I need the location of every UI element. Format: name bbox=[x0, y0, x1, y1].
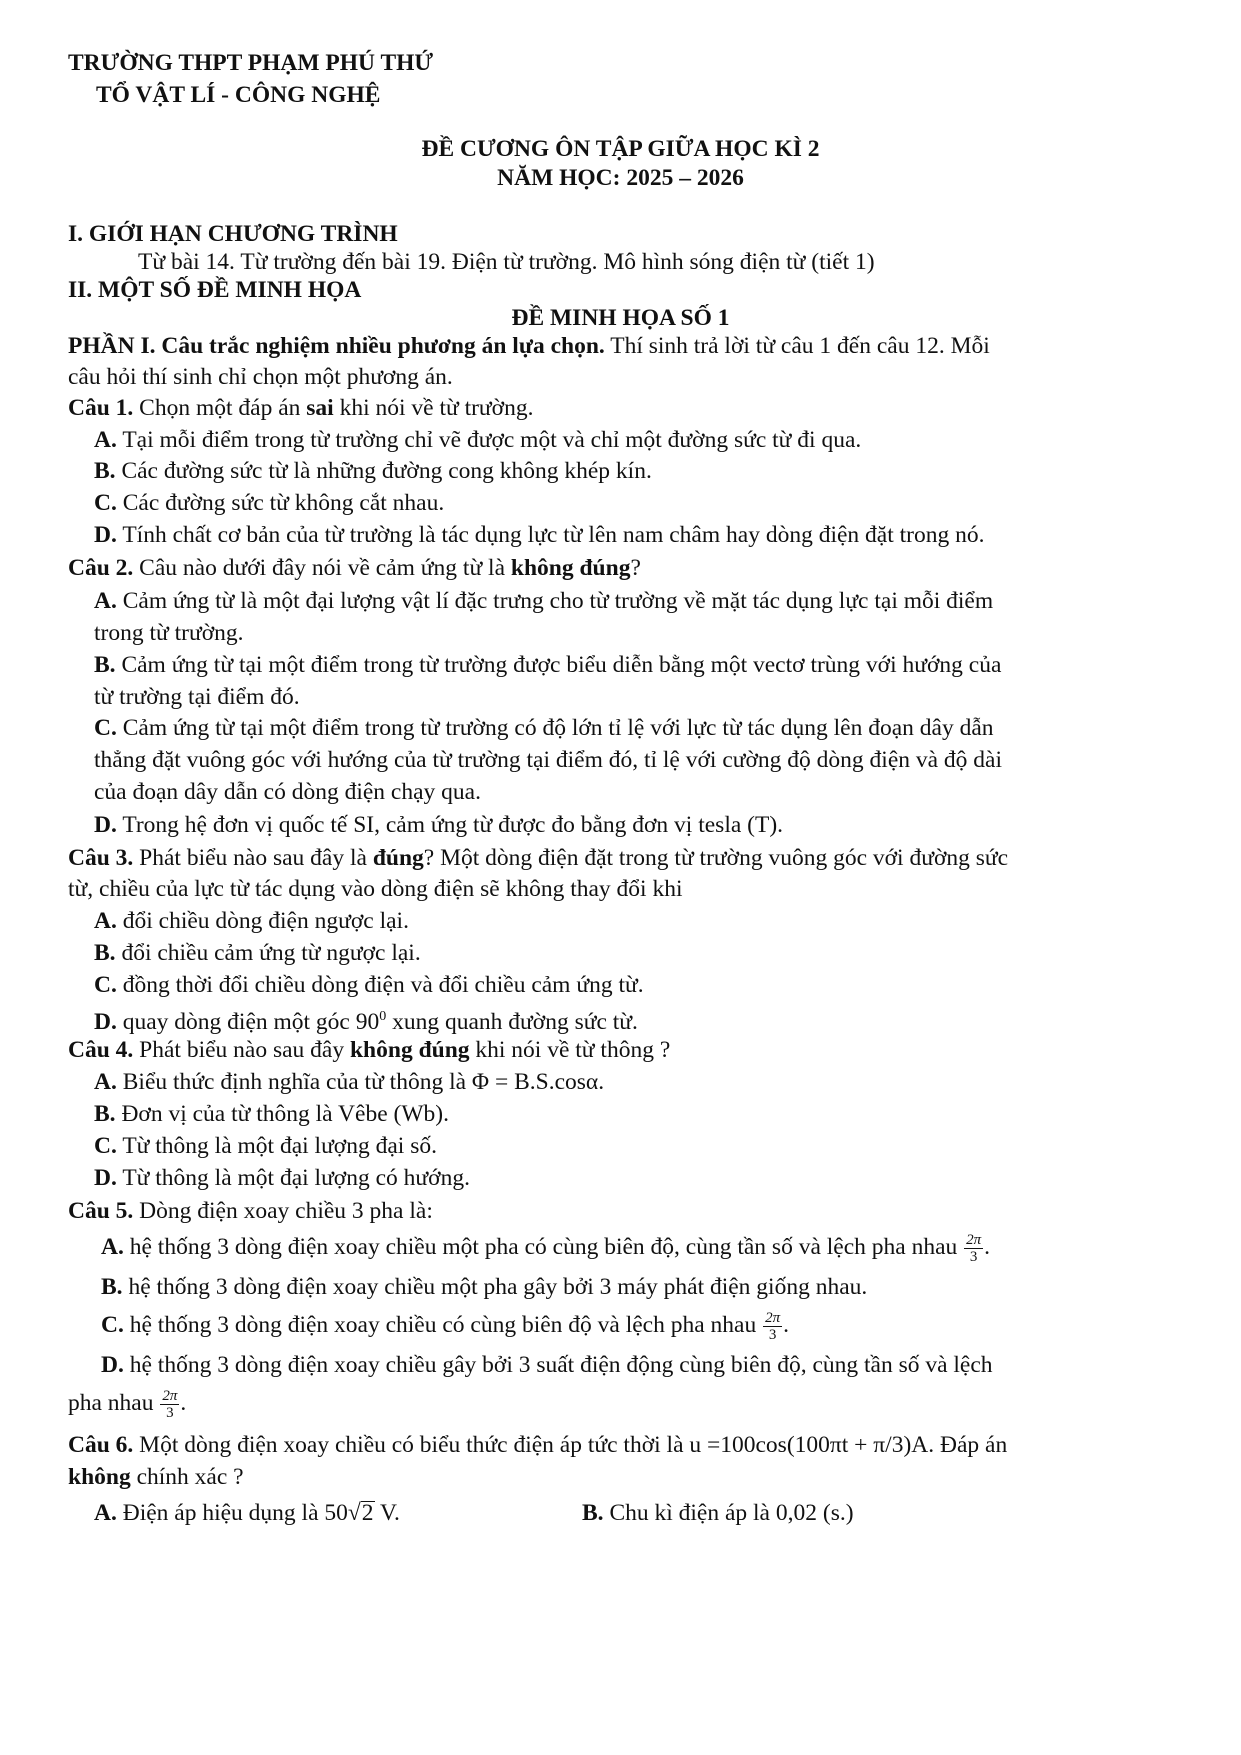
q2-option-c-cont2: của đoạn dây dẫn có dòng điện chạy qua. bbox=[94, 779, 481, 805]
question-6 bbox=[68, 1430, 1007, 1460]
section1-heading: I. GIỚI HẠN CHƯƠNG TRÌNH bbox=[68, 221, 398, 247]
option-text: Các đường sức từ là những đường cong không khép kín. bbox=[121, 458, 652, 484]
fraction-numerator: 2π bbox=[162, 1388, 178, 1405]
option-text: Đơn vị của từ thông là Vêbe (Wb). bbox=[121, 1101, 449, 1127]
q1-option-d bbox=[94, 520, 984, 550]
option-text: xung quanh đường sức từ. bbox=[386, 1008, 638, 1035]
option-label: C. bbox=[94, 490, 117, 516]
option-text: Các đường sức từ không cắt nhau. bbox=[122, 490, 445, 516]
question-3-cont: từ, chiều của lực từ tác dụng vào dòng điện sẽ không thay đổi khi bbox=[68, 876, 683, 902]
option-text: đồng thời đổi chiều dòng điện và đổi chiều cảm ứng từ. bbox=[122, 972, 644, 998]
q2-option-d bbox=[94, 810, 783, 840]
option-text: V. bbox=[374, 1500, 400, 1526]
option-label: A. bbox=[94, 1500, 117, 1526]
q2-option-b-cont: từ trường tại điểm đó. bbox=[94, 684, 300, 710]
q2-option-b bbox=[94, 650, 1001, 680]
option-label: C. bbox=[94, 715, 117, 741]
q2-option-a-cont: trong từ trường. bbox=[94, 620, 244, 646]
question-text: khi nói về từ trường. bbox=[333, 395, 534, 421]
degree-superscript: 0 bbox=[379, 1009, 387, 1024]
question-5 bbox=[68, 1196, 433, 1226]
question-4 bbox=[68, 1035, 670, 1065]
option-label: D. bbox=[94, 1008, 117, 1035]
option-text: đổi chiều cảm ứng từ ngược lại. bbox=[121, 940, 421, 966]
fraction-two-pi-over-three bbox=[763, 1310, 782, 1343]
q3-option-c bbox=[94, 970, 644, 1000]
question-emphasis: sai bbox=[306, 395, 334, 421]
option-label: A. bbox=[94, 427, 117, 453]
question-label: Câu 1. bbox=[68, 395, 134, 421]
option-label: B. bbox=[582, 1500, 604, 1526]
question-3 bbox=[68, 843, 1008, 873]
question-text: Dòng điện xoay chiều 3 pha là: bbox=[133, 1198, 433, 1224]
option-text: quay dòng điện một góc 90 bbox=[122, 1008, 380, 1035]
option-text: hệ thống 3 dòng điện xoay chiều gây bởi 3 suất điện động cùng biên độ, cùng tần số và lệch bbox=[129, 1352, 993, 1378]
q5-option-a bbox=[101, 1232, 990, 1265]
option-text: pha nhau bbox=[68, 1390, 154, 1416]
option-label: B. bbox=[94, 458, 116, 484]
part1-instruction-line2: câu hỏi thí sinh chỉ chọn một phương án. bbox=[68, 364, 453, 390]
fraction-denominator: 3 bbox=[969, 1249, 978, 1266]
option-label: C. bbox=[94, 972, 117, 998]
option-text: Cảm ứng từ tại một điểm trong từ trường có độ lớn tỉ lệ với lực từ tác dụng lên đoạn dây dẫn bbox=[122, 715, 994, 741]
question-emphasis: đúng bbox=[372, 845, 424, 871]
option-text: hệ thống 3 dòng điện xoay chiều một pha có cùng biên độ, cùng tần số và lệch pha nhau bbox=[129, 1234, 958, 1260]
question-text: ? Một dòng điện đặt trong từ trường vuông góc với đường sức bbox=[423, 845, 1009, 871]
option-text: đổi chiều dòng điện ngược lại. bbox=[122, 908, 409, 934]
punctuation: . bbox=[984, 1234, 991, 1260]
question-label: Câu 3. bbox=[68, 845, 134, 871]
q3-option-a bbox=[94, 906, 409, 936]
q2-option-c bbox=[94, 713, 994, 743]
q5-option-b bbox=[101, 1272, 867, 1302]
question-2 bbox=[68, 553, 641, 583]
q5-option-c bbox=[101, 1310, 789, 1343]
q6-option-b bbox=[582, 1498, 854, 1528]
fraction-two-pi-over-three bbox=[160, 1388, 179, 1421]
option-label: A. bbox=[94, 1069, 117, 1095]
option-label: A. bbox=[94, 908, 117, 934]
q4-option-c bbox=[94, 1131, 437, 1161]
option-label: D. bbox=[101, 1352, 124, 1378]
q5-option-d bbox=[101, 1350, 993, 1380]
q4-option-d bbox=[94, 1163, 470, 1193]
option-text: Chu kì điện áp là 0,02 (s.) bbox=[609, 1500, 854, 1526]
square-root-radicand: 2 bbox=[361, 1500, 374, 1526]
q4-option-a bbox=[94, 1067, 604, 1097]
q5-option-d-cont bbox=[68, 1388, 186, 1421]
part1-intro bbox=[68, 331, 990, 361]
question-text: ? bbox=[630, 555, 641, 581]
option-text: hệ thống 3 dòng điện xoay chiều một pha gây bởi 3 máy phát điện giống nhau. bbox=[128, 1274, 868, 1300]
document-title: ĐỀ CƯƠNG ÔN TẬP GIỮA HỌC KÌ 2 bbox=[421, 136, 820, 162]
q6-option-a: A. Điện áp hiệu dụng là 50√2 V. bbox=[94, 1500, 400, 1526]
question-text: khi nói về từ thông ? bbox=[469, 1037, 671, 1063]
punctuation: . bbox=[783, 1312, 789, 1338]
question-text: Một dòng điện xoay chiều có biểu thức điện áp tức thời là u =100cos(100πt + π/3)A. Đáp án bbox=[133, 1432, 1008, 1458]
part1-instruction: Thí sinh trả lời từ câu 1 đến câu 12. Mỗi bbox=[604, 333, 990, 359]
option-label: D. bbox=[94, 522, 117, 548]
q2-option-a bbox=[94, 586, 993, 616]
option-text: Tại mỗi điểm trong từ trường chỉ vẽ được một và chỉ một đường sức từ đi qua. bbox=[122, 427, 862, 453]
school-year: NĂM HỌC: 2025 – 2026 bbox=[497, 165, 744, 191]
question-text: Phát biểu nào sau đây bbox=[133, 1037, 350, 1063]
exam-title: ĐỀ MINH HỌA SỐ 1 bbox=[511, 305, 730, 331]
option-text: Cảm ứng từ là một đại lượng vật lí đặc trưng cho từ trường về mặt tác dụng lực tại mỗi điểm bbox=[122, 588, 994, 614]
option-label: A. bbox=[101, 1234, 124, 1260]
option-text: Biểu thức định nghĩa của từ thông là Φ = B.S.cosα. bbox=[122, 1069, 605, 1095]
q4-option-b bbox=[94, 1099, 449, 1129]
option-text: Tính chất cơ bản của từ trường là tác dụng lực từ lên nam châm hay dòng điện đặt trong nó. bbox=[122, 522, 985, 548]
question-label: Câu 6. bbox=[68, 1432, 134, 1458]
question-label: Câu 4. bbox=[68, 1037, 134, 1063]
q3-option-b bbox=[94, 938, 421, 968]
q1-option-a bbox=[94, 425, 861, 455]
section1-text: Từ bài 14. Từ trường đến bài 19. Điện từ trường. Mô hình sóng điện từ (tiết 1) bbox=[138, 249, 875, 275]
school-name: TRƯỜNG THPT PHẠM PHÚ THỨ bbox=[68, 50, 434, 76]
option-text: Cảm ứng từ tại một điểm trong từ trường được biểu diễn bằng một vectơ trùng với hướng của bbox=[121, 652, 1002, 678]
question-text: Phát biểu nào sau đây là bbox=[133, 845, 373, 871]
section2-heading: II. MỘT SỐ ĐỀ MINH HỌA bbox=[68, 277, 362, 303]
question-1 bbox=[68, 393, 533, 423]
option-text: Từ thông là một đại lượng có hướng. bbox=[122, 1165, 470, 1191]
option-label: C. bbox=[101, 1312, 124, 1338]
option-text: Từ thông là một đại lượng đại số. bbox=[122, 1133, 437, 1159]
option-label: B. bbox=[94, 1101, 116, 1127]
question-label: Câu 2. bbox=[68, 555, 134, 581]
option-label: D. bbox=[94, 812, 117, 838]
question-text: chính xác ? bbox=[130, 1464, 244, 1490]
q3-option-d bbox=[94, 1002, 638, 1037]
option-text: Điện áp hiệu dụng là 50 bbox=[122, 1500, 348, 1526]
option-label: B. bbox=[94, 940, 116, 966]
option-label: D. bbox=[94, 1165, 117, 1191]
fraction-denominator: 3 bbox=[166, 1405, 174, 1422]
part1-heading: PHẦN I. Câu trắc nghiệm nhiều phương án lựa chọn. bbox=[68, 333, 605, 359]
question-text: Câu nào dưới đây nói về cảm ứng từ là bbox=[133, 555, 511, 581]
q2-option-c-cont: thẳng đặt vuông góc với hướng của từ trường tại điểm đó, tỉ lệ với cường độ dòng điện và độ dài bbox=[94, 747, 1003, 773]
option-label: C. bbox=[94, 1133, 117, 1159]
option-label: B. bbox=[101, 1274, 123, 1300]
question-text: Chọn một đáp án bbox=[133, 395, 307, 421]
department-name: TỔ VẬT LÍ - CÔNG NGHỆ bbox=[96, 82, 381, 108]
question-emphasis: không đúng bbox=[510, 555, 631, 581]
option-text: hệ thống 3 dòng điện xoay chiều có cùng biên độ và lệch pha nhau bbox=[129, 1312, 757, 1338]
fraction-numerator: 2π bbox=[765, 1310, 781, 1327]
fraction-denominator: 3 bbox=[768, 1327, 777, 1344]
question-emphasis: không bbox=[68, 1464, 131, 1490]
q1-option-c bbox=[94, 488, 444, 518]
fraction-two-pi-over-three bbox=[964, 1232, 983, 1265]
fraction-numerator: 2π bbox=[966, 1232, 982, 1249]
option-text: Trong hệ đơn vị quốc tế SI, cảm ứng từ được đo bằng đơn vị tesla (T). bbox=[122, 812, 784, 838]
question-label: Câu 5. bbox=[68, 1198, 134, 1224]
question-6-cont bbox=[68, 1462, 244, 1492]
question-emphasis: không đúng bbox=[349, 1037, 470, 1063]
punctuation: . bbox=[180, 1390, 187, 1416]
option-label: A. bbox=[94, 588, 117, 614]
option-label: B. bbox=[94, 652, 116, 678]
q1-option-b bbox=[94, 456, 652, 486]
